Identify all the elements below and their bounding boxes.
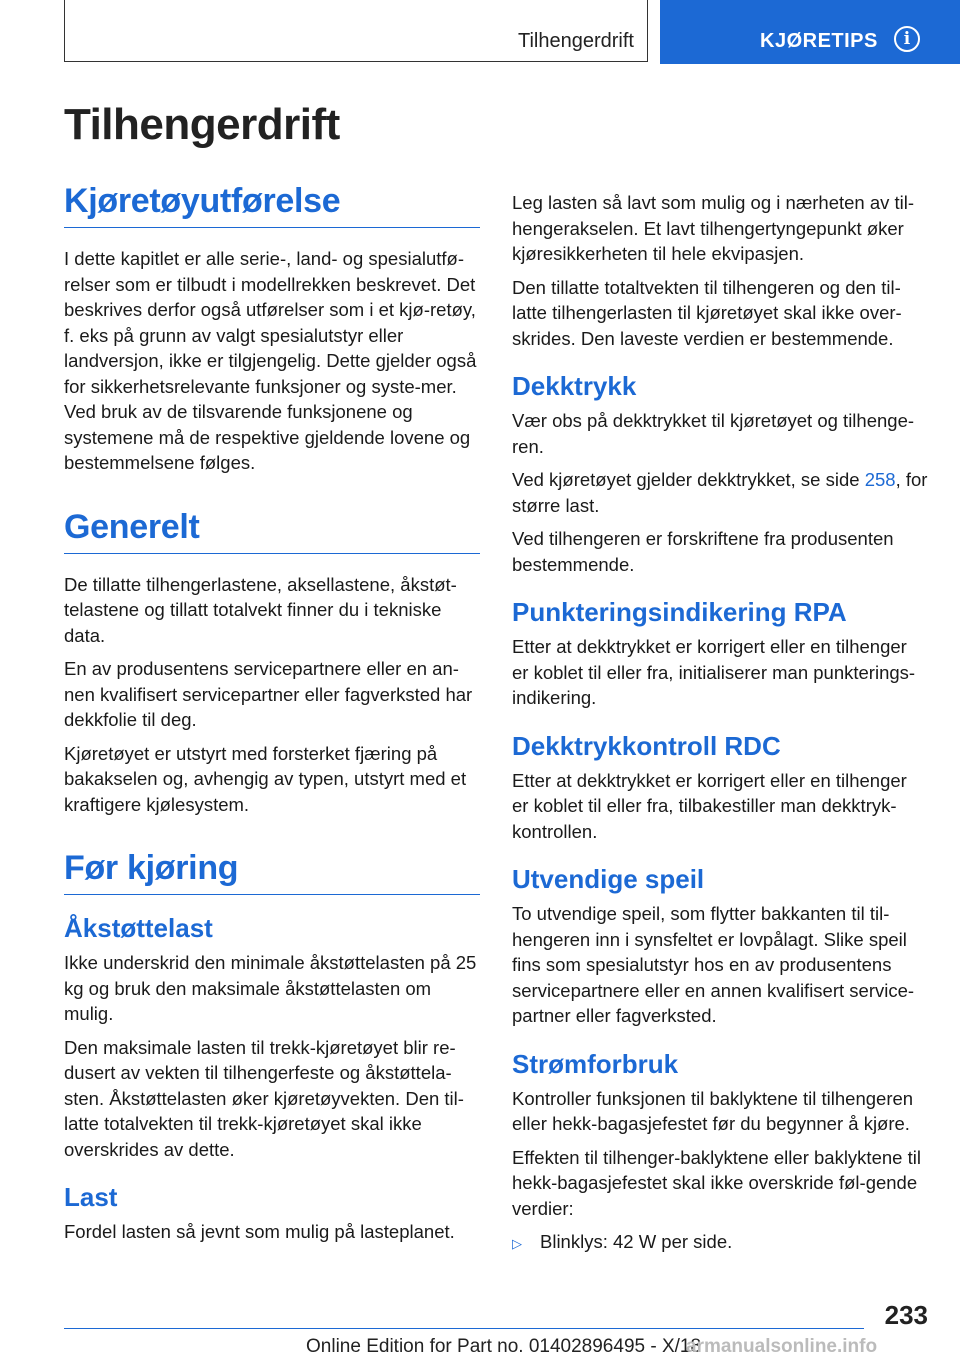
page-title: Tilhengerdrift	[64, 100, 340, 149]
paragraph: Ved tilhengeren er forskriftene fra produsenten bestemmende.	[512, 528, 894, 575]
list-item	[512, 1229, 928, 1257]
paragraph: Fordel lasten så jevnt som mulig på lasteplanet.	[64, 1221, 455, 1242]
section-heading: Før kjøring	[64, 849, 480, 895]
subsection-heading: Punkteringsindikering RPA	[512, 597, 847, 627]
paragraph: Den maksimale lasten til trekk-kjøretøyet blir re-dusert av vekten til tilhengerfeste og åkstøttela-sten. Åkstøttelasten øker kjøretøyvekten. Den til-latte totalvekten til trekk-kjøretøyet skal ikke overskrides av dette.	[64, 1036, 464, 1160]
subsection-rdc	[512, 731, 928, 845]
section-kjoretoyutforelse	[64, 182, 480, 476]
subsection-heading: Strømforbruk	[512, 1048, 679, 1079]
subsection-last-continued	[512, 190, 928, 351]
triangle-bullet-icon: ▷	[512, 1236, 522, 1251]
subsection-akstottelast	[64, 913, 480, 1162]
subsection-last	[64, 1182, 480, 1245]
paragraph: I dette kapitlet er alle serie-, land- og spesialutfø-relser som er tilbudt i modellrekken beskrevet. Det beskrives derfor også utførelser som i et kjø-retøy, f. eks på grunn av valgt spesialutstyr eller landversjon, ikke er tilgjengelig. Dette gjelder også for sikkerhetsrelevante funksjoner og syste-mer. Ved bruk av de tilsvarende funksjonene og systemene må de respektive gjeldende lovene og bestemmelsene følges.	[64, 248, 477, 473]
list-item-text: Blinklys: 42 W per side.	[540, 1231, 733, 1252]
info-circle-icon: i	[894, 26, 920, 52]
subsection-heading: Utvendige speil	[512, 864, 705, 894]
paragraph: De tillatte tilhengerlastene, aksellastene, åkstøt-telastene og tillatt totalvekt finner du i tekniske data.	[64, 573, 457, 646]
paragraph: Etter at dekktrykket er korrigert eller en tilhenger er koblet til eller fra, tilbakestiller man dekktryk-kontrollen.	[512, 769, 907, 842]
subsection-stromforbruk	[512, 1049, 928, 1257]
subsection-dekktrykk	[512, 371, 928, 577]
paragraph: En av produsentens servicepartnere eller en an-nen kvalifisert servicepartner eller fagverksted har dekkfolie til deg.	[64, 658, 473, 730]
paragraph: Etter at dekktrykket er korrigert eller en tilhenger er koblet til eller fra, initialiserer man punkterings-indikering.	[512, 636, 916, 708]
chapter-tab[interactable]	[660, 0, 960, 64]
footer-divider	[64, 1328, 864, 1329]
page-header	[0, 0, 960, 66]
subsection-utvendige-speil	[512, 864, 928, 1029]
page-number: 233	[884, 1300, 928, 1330]
left-column	[64, 182, 480, 1277]
section-for-kjoring	[64, 849, 480, 1245]
paragraph: Vær obs på dekktrykket til kjøretøyet og tilhenge-ren.	[512, 410, 915, 457]
text: Ved kjøretøyet gjelder dekktrykket, se side	[512, 469, 865, 490]
subsection-heading: Dekktrykk	[512, 371, 637, 401]
section-heading: Kjøretøyutførelse	[64, 182, 480, 228]
chapter-tab-label: KJØRETIPS	[760, 30, 878, 52]
paragraph	[512, 467, 928, 518]
paragraph: To utvendige speil, som flytter bakkanten til til-hengeren inn i synsfeltet er lovpålagt. Slike speil fins som spesialutstyr hos en av produsentens servicepartnere eller en annen kvalifisert service-partner eller fagverksted.	[512, 903, 915, 1026]
subsection-rpa	[512, 597, 928, 711]
page-reference-link[interactable]: 258	[864, 469, 896, 490]
edition-text: Online Edition for Part no. 01402896495 - X/18	[306, 1336, 702, 1357]
header-section-title: Tilhengerdrift	[518, 30, 634, 52]
right-column	[512, 190, 928, 1277]
subsection-heading: Last	[64, 1182, 118, 1212]
paragraph: Leg lasten så lavt som mulig og i nærheten av til-hengerakselen. Et lavt tilhengertyngepunkt øker kjøresikkerheten til hele ekvipasjen.	[512, 192, 915, 264]
paragraph: Effekten til tilhenger-baklyktene eller baklyktene til hekk-bagasjefestet skal ikke overskride føl-gende verdier:	[512, 1146, 921, 1219]
subsection-heading: Dekktrykkontroll RDC	[512, 730, 781, 761]
subsection-heading: Åkstøttelast	[64, 913, 213, 943]
watermark-text: armanualsonline.info	[686, 1336, 878, 1357]
paragraph: Ikke underskrid den minimale åkstøttelasten på 25 kg og bruk den maksimale åkstøttelasten om mulig.	[64, 952, 477, 1024]
paragraph: Kontroller funksjonen til baklyktene til tilhengeren eller hekk-bagasjefestet før du begynner å kjøre.	[512, 1087, 914, 1134]
section-generelt	[64, 508, 480, 818]
paragraph: Kjøretøyet er utstyrt med forsterket fjæring på bakakselen og, avhengig av typen, utstyrt med et kraftigere kjølesystem.	[64, 742, 467, 815]
text: , for større last.	[512, 469, 928, 516]
paragraph: Den tillatte totaltvekten til tilhengeren og den til-latte tilhengerlasten til kjøretøyet skal ikke over-skrides. Den laveste verdien er bestemmende.	[512, 276, 902, 349]
section-heading: Generelt	[64, 508, 480, 554]
